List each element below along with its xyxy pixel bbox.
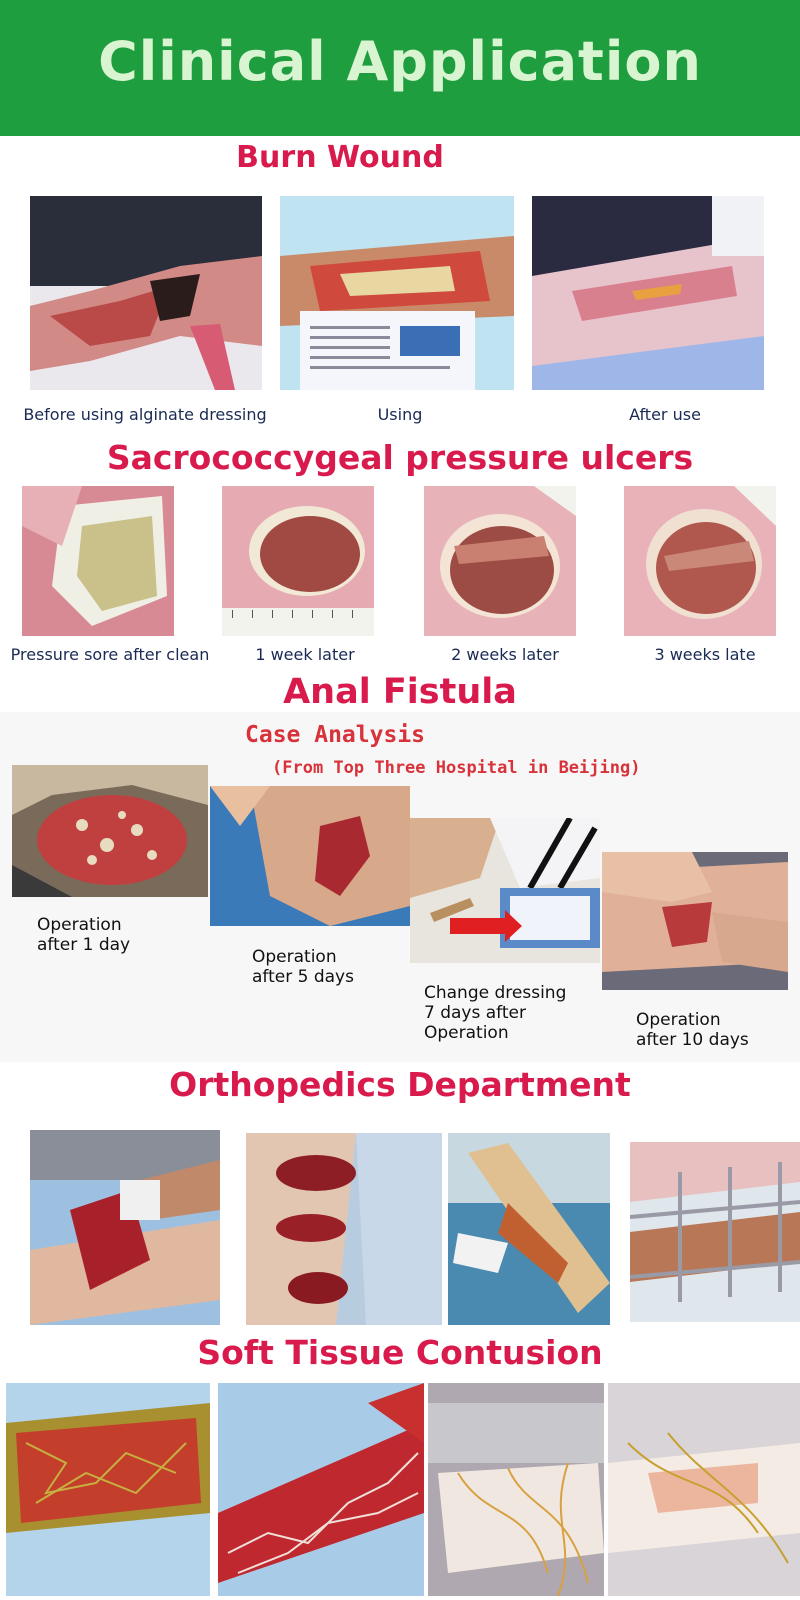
page-title: Clinical Application	[98, 30, 702, 93]
fistula-photo-3	[410, 818, 600, 963]
sacro-caption-4: 3 weeks late	[654, 645, 756, 664]
fistula-caption-4: Operation after 10 days	[636, 1010, 749, 1050]
soft-photo-4	[608, 1383, 800, 1596]
soft-photo-3	[428, 1383, 604, 1596]
burn-wound-title: Burn Wound	[236, 140, 444, 175]
sacro-photo-3	[424, 486, 576, 636]
sacro-photo-1	[22, 486, 174, 636]
fistula-caption-2: Operation after 5 days	[252, 947, 354, 987]
fistula-photo-1	[12, 765, 208, 897]
sacro-caption-1: Pressure sore after clean	[10, 645, 210, 664]
burn-photo-using	[280, 196, 514, 390]
burn-photo-before	[30, 196, 262, 390]
fistula-caption-3: Change dressing 7 days after Operation	[424, 983, 567, 1043]
burn-caption-before: Before using alginate dressing	[23, 405, 267, 424]
ortho-photo-2	[246, 1133, 442, 1325]
ortho-title: Orthopedics Department	[169, 1065, 631, 1104]
fistula-caption-1: Operation after 1 day	[37, 915, 131, 955]
fistula-subtitle: Case Analysis	[245, 722, 426, 748]
burn-caption-using: Using	[377, 405, 423, 424]
sacro-title: Sacrococcygeal pressure ulcers	[106, 438, 694, 477]
sacro-caption-2: 1 week later	[255, 645, 355, 664]
fistula-photo-2	[210, 786, 410, 926]
sacro-caption-3: 2 weeks later	[451, 645, 559, 664]
header-banner	[0, 0, 800, 136]
burn-caption-after: After use	[629, 405, 701, 424]
sacro-photo-4	[624, 486, 776, 636]
ortho-photo-3	[448, 1133, 610, 1325]
burn-photo-after	[532, 196, 764, 390]
soft-photo-1	[6, 1383, 210, 1596]
fistula-title: Anal Fistula	[283, 672, 517, 712]
ortho-photo-1	[30, 1130, 220, 1325]
soft-tissue-title: Soft Tissue Contusion	[197, 1333, 603, 1372]
ortho-photo-4	[630, 1142, 800, 1322]
soft-photo-2	[218, 1383, 424, 1596]
fistula-source: (From Top Three Hospital in Beijing)	[272, 758, 641, 778]
fistula-photo-4	[602, 852, 788, 990]
sacro-photo-2	[222, 486, 374, 636]
